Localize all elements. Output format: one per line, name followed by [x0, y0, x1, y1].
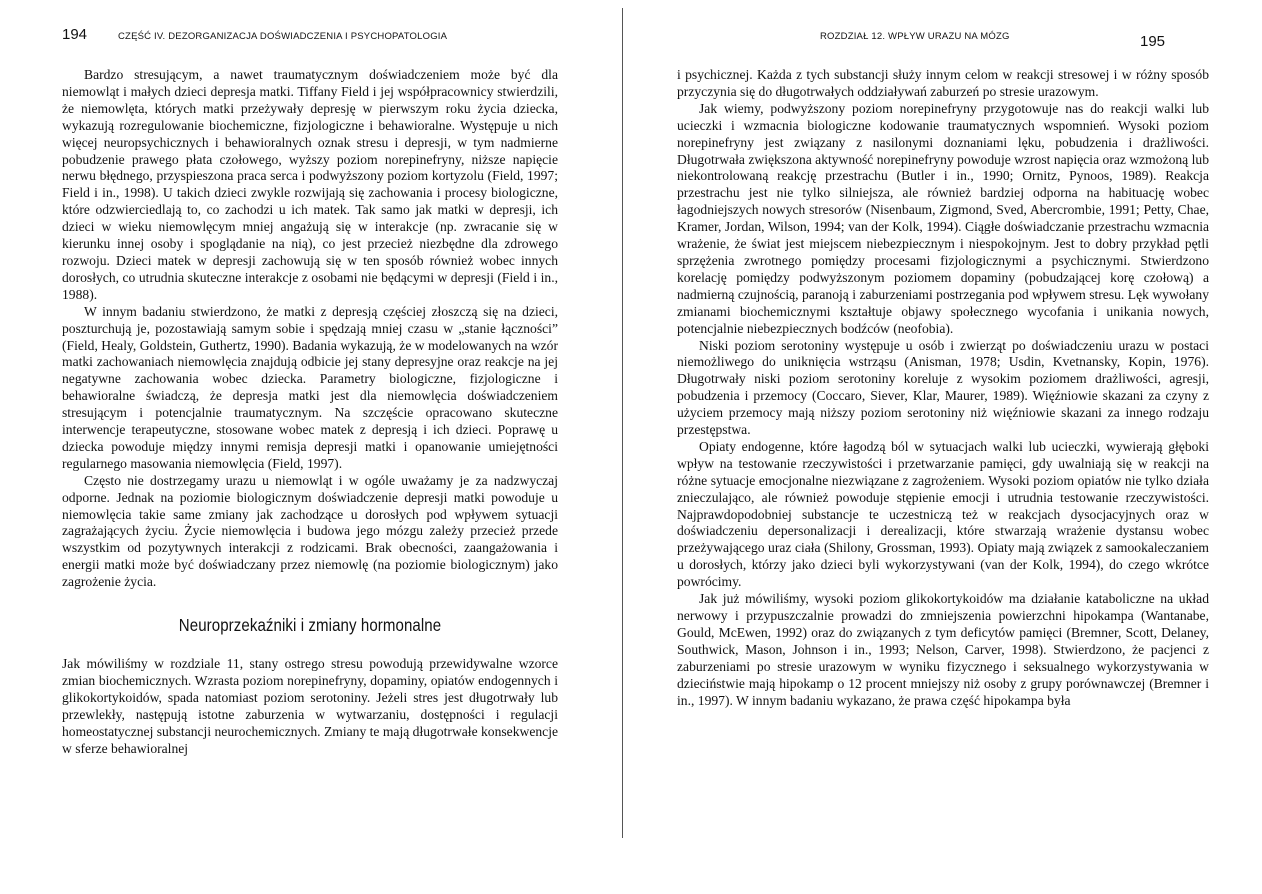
paragraph: Jak już mówiliśmy, wysoki poziom glikokortykoidów ma działanie kataboliczne na układ nerwowy i przypuszczalnie prowadzi do zmniejszenia powierzchni hipokampa (Wantanabe, Gould, McEwen, 1992) oraz do związanych z tym deficytów pamięci (Bremner, Scott, Delaney, Southwick, Mason, Johnson i in., 1993; Nelson, Carver, 1998). Stwierdzono, że pacjenci z zaburzeniami po stresie urazowym w wyniku fizycznego i seksualnego wykorzystywania w dzieciństwie mają hipokamp o 12 procent mniejszy niż osoby z grupy porównawczej (Bremner i in., 1997). W innym badaniu wykazano, że prawa część hipokampa była: [677, 591, 1209, 708]
paragraph: Jak wiemy, podwyższony poziom norepinefryny przygotowuje nas do reakcji walki lub ucieczki i wzmacnia biologiczne kodowanie traumatycznych wspomnień. Wysoki poziom norepinefryny jest związany z nasilonymi doznaniami lęku, pobudzenia i drażliwości. Długotrwała zwiększona aktywność norepinefryny powoduje wzrost napięcia oraz wzmożoną lub niekontrolowaną reakcję przestrachu (Butler i in., 1990; Ornitz, Pynoos, 1989). Reakcja przestrachu jest nie tylko silniejsza, ale również bardziej odporna na habituację wobec łagodniejszych nowych stresorów (Nisenbaum, Zigmond, Sved, Abercrombie, 1991; Petty, Chae, Kramer, Jordan, Wilson, 1994; van der Kolk, 1994). Ciągłe doświadczanie przestrachu wzmacnia wrażenie, że świat jest miejscem niebezpiecznym i niespokojnym. Jest to dobry przykład pętli sprzężenia zwrotnego pomiędzy procesami fizjologicznymi a psychicznymi. Stwierdzono korelację pomiędzy podwyższonym poziomem dopaminy (pobudzającej korę czołową) a nadmierną czujnością, paranoją i zaburzeniami postrzegania pod wpływem stresu. Lęk wywołany zmianami biochemicznymi kształtuje objawy społecznego wycofania i unikania nowych, potencjalnie niebezpiecznych bodźców (neofobia).: [677, 100, 1209, 336]
body-text: [62, 67, 558, 757]
paragraph: W innym badaniu stwierdzono, że matki z depresją częściej złoszczą się na dzieci, poszturchują je, pozostawiają samym sobie i spędzają mniej czasu w „stanie łączności” (Field, Healy, Goldstein, Guthertz, 1990). Badania wykazują, że w modelowanych na wzór matki zachowaniach niemowlęcia znajdują odbicie jej stany depresyjne oraz reakcje na jej negatywne zachowania wobec dziecka. Parametry biologiczne, fizjologiczne i behawioralne świadczą, że depresja matki jest dla niemowlęcia doświadczeniem stresującym i potencjalnie traumatycznym. Na szczęście opracowano skuteczne interwencje terapeutyczne, stosowane wobec matek z depresją i ich dzieci. Poprawę u dziecka powoduje między innymi remisja depresji matki i opanowanie umiejętności regularnego masowania niemowlęcia (Field, 1997).: [62, 303, 558, 471]
paragraph: Często nie dostrzegamy urazu u niemowląt i w ogóle uważamy je za nadzwyczaj odporne. Jednak na poziomie biologicznym doświadczenie depresji matki powoduje u niemowlęcia takie same zmiany jak zachodzące u dorosłych pod wpływem sytuacji zagrażających życiu. Życie niemowlęcia i budowa jego mózgu zależy przecież przede wszystkim od pozytywnych interakcji z rodzicami. Brak obecności, zaangażowania i energii matki może być doświadczany przez niemowlę (na poziomie biologicznym) jako zagrożenie życia.: [62, 472, 558, 590]
section-heading: Neuroprzekaźniki i zmiany hormonalne: [178, 615, 442, 636]
paragraph: Opiaty endogenne, które łagodzą ból w sytuacjach walki lub ucieczki, wywierają głęboki wpływ na testowanie rzeczywistości i przetwarzanie pamięci, gdy uwalniają się w reakcji na różne sytuacje emocjonalne niezwiązane z zagrożeniem. Wysoki poziom opiatów nie tylko działa znieczulająco, ale również powoduje stępienie emocji i utrudnia testowanie rzeczywistości. Najprawdopodobniej substancje te uczestniczą też w reakcjach dysocjacyjnych oraz w doświadczeniu depersonalizacji i derealizacji, które stwarzają wrażenie dystansu wobec przeżywającego uraz ciała (Shilony, Grossman, 1993). Opiaty mają związek z samookaleczaniem u dorosłych, którzy jako dzieci byli wykorzystywani (van der Kolk, 1994), do czego wkrótce powrócimy.: [677, 438, 1209, 590]
paragraph: i psychicznej. Każda z tych substancji służy innym celom w reakcji stresowej i w różny sposób przyczynia się do długotrwałych oddziaływań zaburzeń po stresie urazowym.: [677, 67, 1209, 99]
body-text: [677, 67, 1209, 709]
paragraph: Niski poziom serotoniny występuje u osób i zwierząt po doświadczeniu urazu w postaci niemożliwego do uniknięcia wstrząsu (Anisman, 1978; Usdin, Kvetnansky, Kopin, 1976). Długotrwały niski poziom serotoniny koreluje z wysokim poziomem drażliwości, agresji, pobudzenia i przemocy (Coccaro, Siever, Klar, Maurer, 1989). Więźniowie skazani za czyny z użyciem przemocy mają niższy poziom serotoniny niż więźniowie skazani za innego rodzaju przestępstwa.: [677, 337, 1209, 438]
right-page: [630, 0, 1262, 894]
running-head: CZĘŚĆ IV. DEZORGANIZACJA DOŚWIADCZENIA I PSYCHOPATOLOGIA: [118, 31, 448, 42]
book-gutter: [622, 8, 623, 838]
left-page: [0, 0, 620, 894]
paragraph: Bardzo stresującym, a nawet traumatycznym doświadczeniem może być dla niemowląt i małych dzieci depresja matki. Tiffany Field i jej współpracownicy stwierdzili, że niemowlęta, których matki przeżywały depresję w pierwszym roku życia dziecka, wykazują rozregulowanie biochemiczne, fizjologiczne i behawioralne. Występuje u nich więcej neuropsychicznych i behawioralnych oznak stresu i depresji, w tym nadmierne pobudzenie prawego płata czołowego, wyższy poziom norepinefryny, niższe napięcie nerwu błędnego, przyspieszona praca serca i podwyższony poziom kortyzolu (Field, 1997; Field i in., 1998). U takich dzieci zwykle rozwijają się zachowania i procesy biologiczne, które odzwierciedlają to, co zachodzi u ich matek. Tak samo jak matki w depresji, ich dzieci w wieku niemowlęcym mniej angażują się w interakcje (np. zwracanie się w kierunku innej osoby i spoglądanie na nią), co jest przecież niezbędne dla zdrowego rozwoju. Dzieci matek w depresji zachowują się w ten sposób również wobec innych dorosłych, co utrudnia skuteczne interakcje z osobami nie będącymi w depresji (Field i in., 1988).: [62, 67, 558, 302]
paragraph: Jak mówiliśmy w rozdziale 11, stany ostrego stresu powodują przewidywalne wzorce zmian biochemicznych. Wzrasta poziom norepinefryny, dopaminy, opiatów endogennych i glikokortykoidów, spada natomiast poziom serotoniny. Jeżeli stres jest długotrwały lub przewlekły, następują istotne zaburzenia w wytwarzaniu, dostępności i regulacji homeostatycznej substancji neurochemicznych. Zmiany te mają długotrwałe konsekwencje w sferze behawioralnej: [62, 656, 558, 756]
page-number: 195: [1140, 33, 1166, 50]
page-number: 194: [62, 26, 88, 43]
running-head: ROZDZIAŁ 12. WPŁYW URAZU NA MÓZG: [820, 31, 1010, 42]
